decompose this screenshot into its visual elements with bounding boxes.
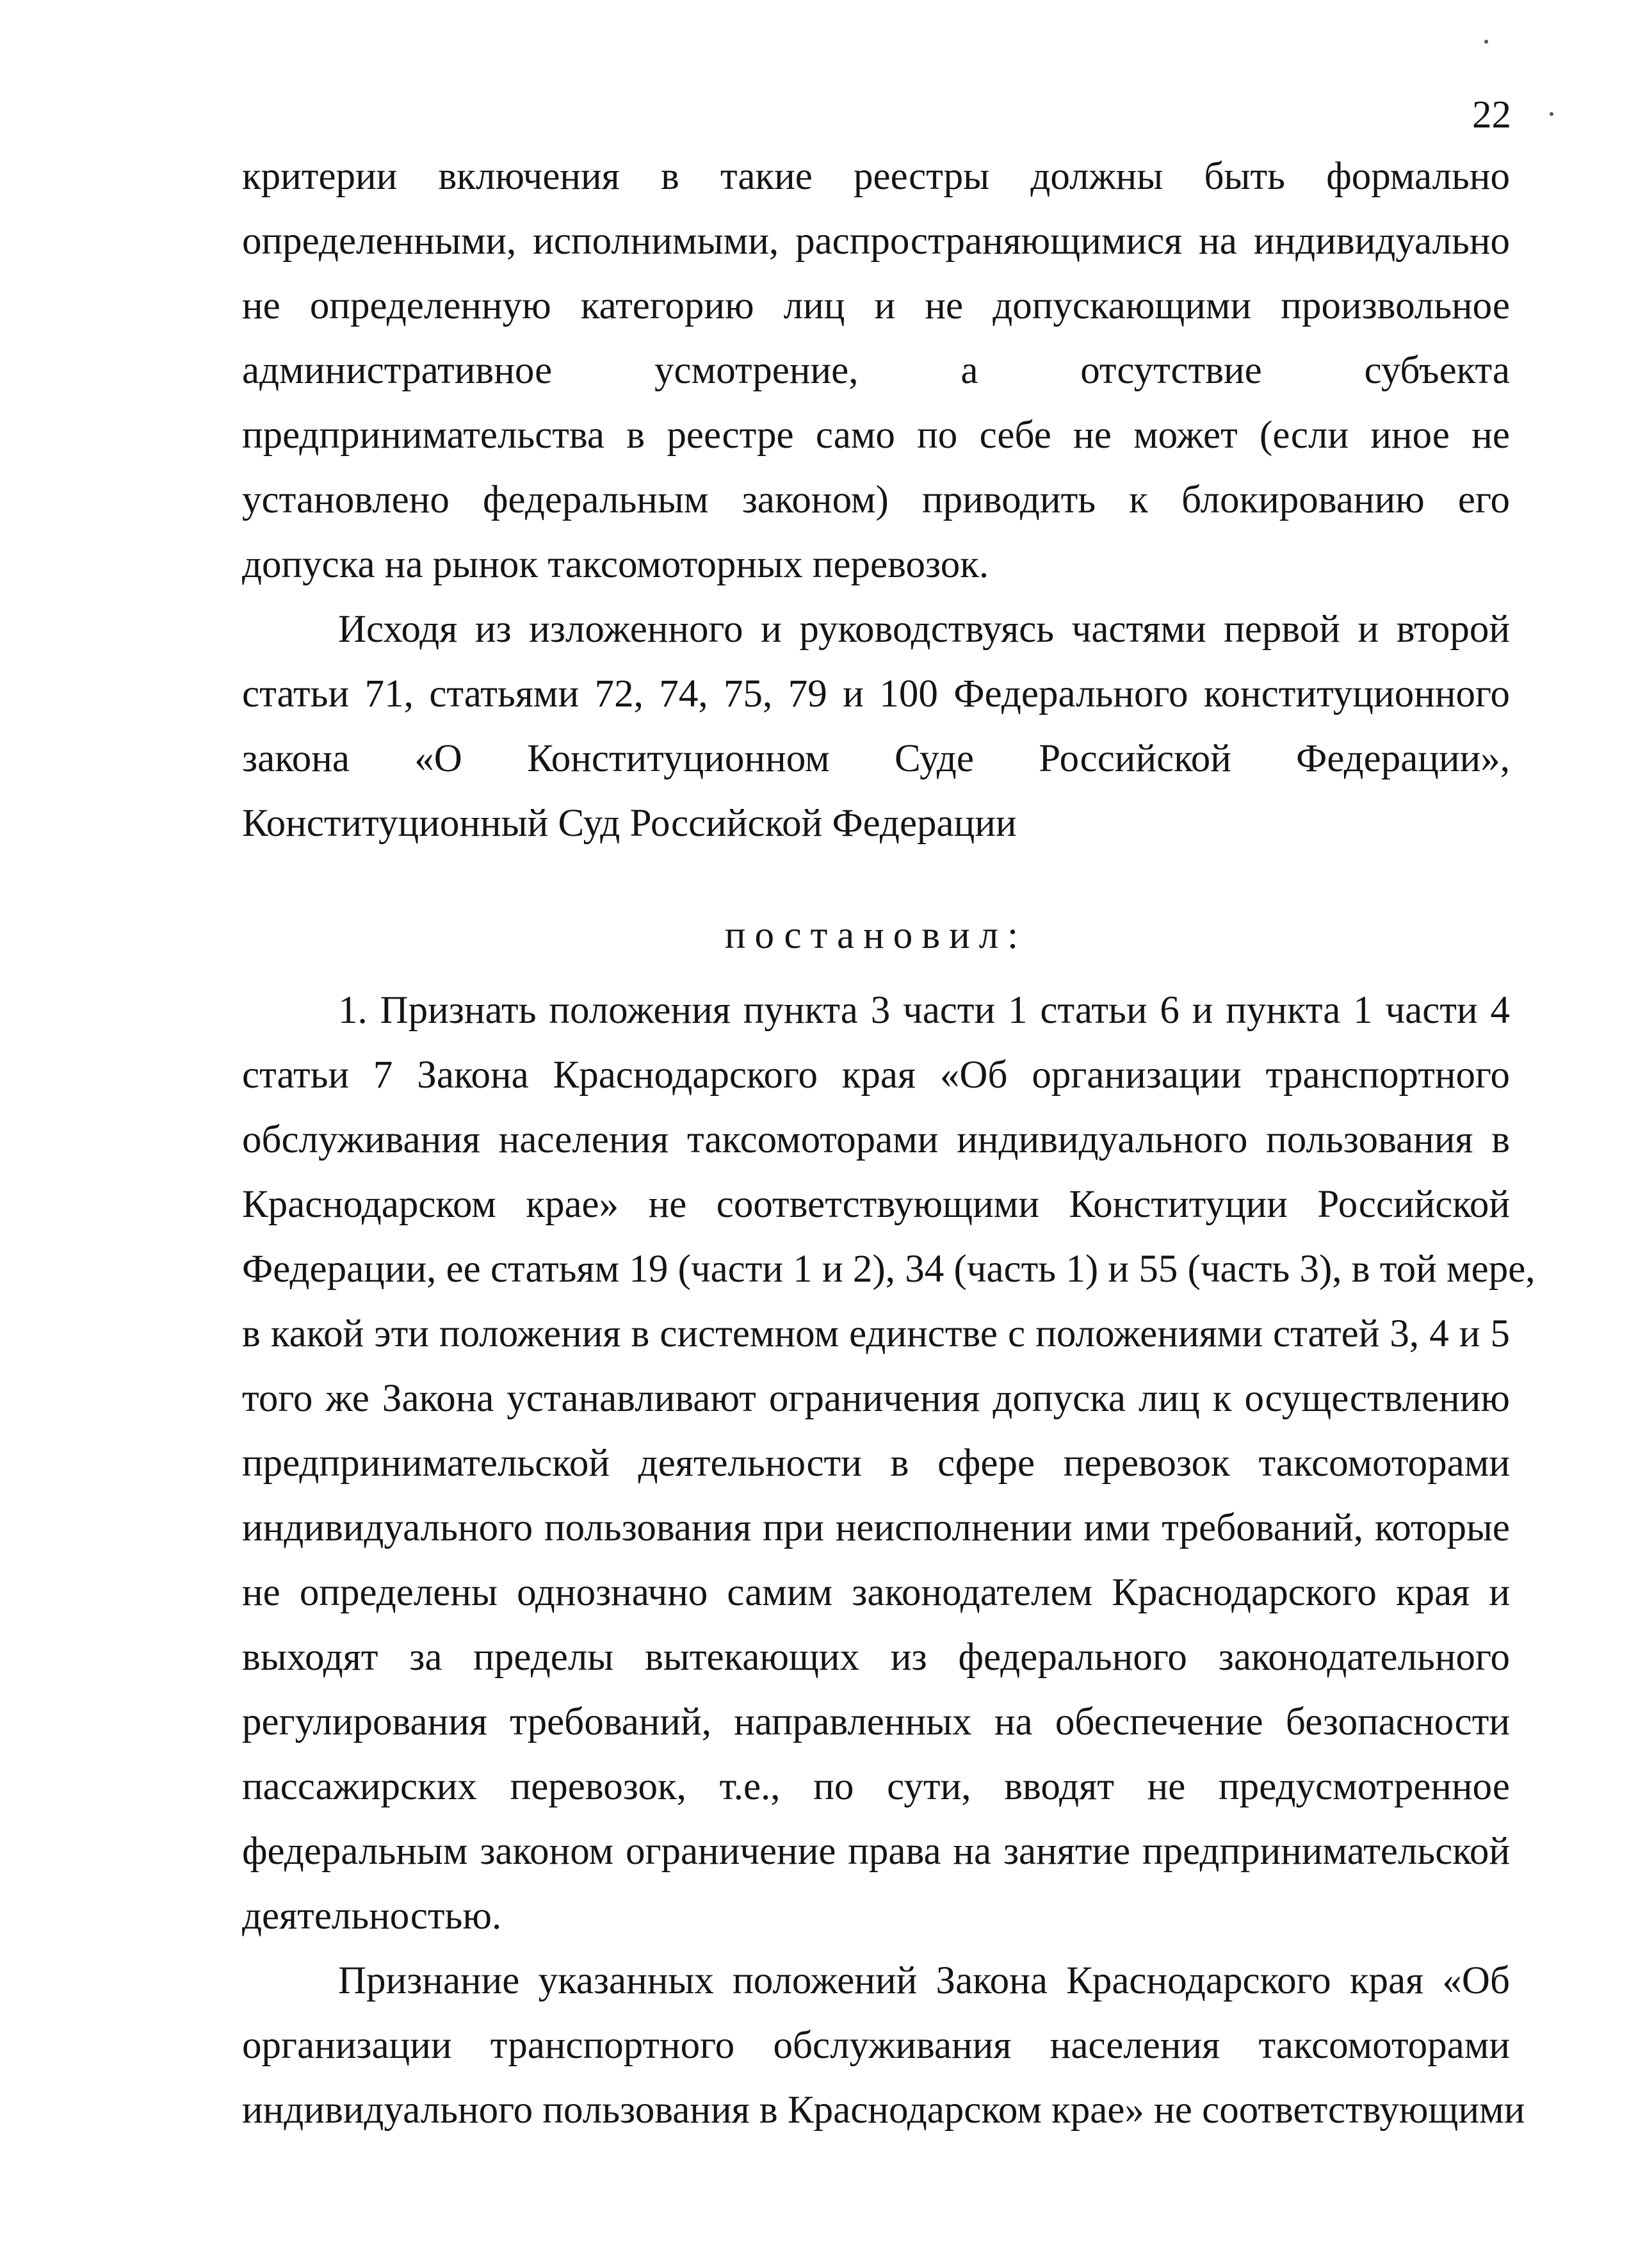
text-line: выходят за пределы вытекающих из федерального законодательного: [242, 1636, 1510, 1679]
text-after-heading: [242, 978, 1536, 2142]
text-line: регулирования требований, направленных на обеспечение безопасности: [242, 1701, 1510, 1743]
text-line: статьи 71, статьями 72, 74, 75, 79 и 100 Федерального конституционного: [242, 673, 1510, 715]
text-line: административное усмотрение, а отсутствие субъекта: [242, 349, 1510, 392]
text-line: предпринимательства в реестре само по себе не может (если иное не: [242, 414, 1510, 457]
text-line: федеральным законом ограничение права на занятие предпринимательской: [242, 1830, 1510, 1873]
page-number: 22: [1472, 94, 1511, 136]
scan-speck: [1550, 112, 1553, 116]
text-line: допуска на рынок таксомоторных перевозок.: [242, 543, 989, 586]
text-before-heading: [242, 144, 1510, 856]
resolution-heading: постановил:: [724, 914, 1028, 957]
text-line: Признание указанных положений Закона Краснодарского края «Об: [338, 1959, 1510, 2002]
text-line: организации транспортного обслуживания населения таксомоторами: [242, 2024, 1510, 2067]
text-line: статьи 7 Закона Краснодарского края «Об организации транспортного: [242, 1054, 1510, 1097]
paragraph: [242, 1948, 1525, 2142]
scan-speck: [1484, 40, 1488, 44]
text-line: пассажирских перевозок, т.е., по сути, вводят не предусмотренное: [242, 1765, 1510, 1808]
text-line: предпринимательской деятельности в сфере перевозок таксомоторами: [242, 1442, 1510, 1485]
text-line: критерии включения в такие реестры должны быть формально: [242, 155, 1510, 198]
text-line: того же Закона устанавливают ограничения допуска лиц к осуществлению: [242, 1377, 1510, 1420]
text-line: индивидуального пользования при неисполнении ими требований, которые: [242, 1506, 1510, 1549]
paragraph: [242, 978, 1536, 1948]
text-line: не определенную категорию лиц и не допускающими произвольное: [242, 284, 1510, 327]
text-line: не определены однозначно самим законодателем Краснодарского края и: [242, 1571, 1510, 1614]
text-line: установлено федеральным законом) приводить к блокированию его: [242, 478, 1510, 521]
text-line: определенными, исполнимыми, распространяющимися на индивидуально: [242, 220, 1510, 263]
text-line: Федерации, ее статьям 19 (части 1 и 2), 34 (часть 1) и 55 (часть 3), в той мере,: [242, 1248, 1536, 1291]
text-line: деятельностью.: [242, 1895, 502, 1938]
text-line: Исходя из изложенного и руководствуясь частями первой и второй: [338, 608, 1510, 651]
paragraph: [242, 144, 1510, 597]
document-body: [242, 144, 1536, 2142]
text-line: обслуживания населения таксомоторами индивидуального пользования в: [242, 1118, 1510, 1161]
text-line: закона «О Конституционном Суде Российской Федерации»,: [242, 737, 1510, 780]
text-line: в какой эти положения в системном единстве с положениями статей 3, 4 и 5: [242, 1312, 1510, 1355]
paragraph: [242, 597, 1510, 856]
text-line: индивидуального пользования в Краснодарском крае» не соответствующими: [242, 2089, 1525, 2132]
text-line: 1. Признать положения пункта 3 части 1 статьи 6 и пункта 1 части 4: [338, 989, 1510, 1032]
text-line: Конституционный Суд Российской Федерации: [242, 802, 1017, 845]
text-line: Краснодарском крае» не соответствующими Конституции Российской: [242, 1183, 1510, 1226]
